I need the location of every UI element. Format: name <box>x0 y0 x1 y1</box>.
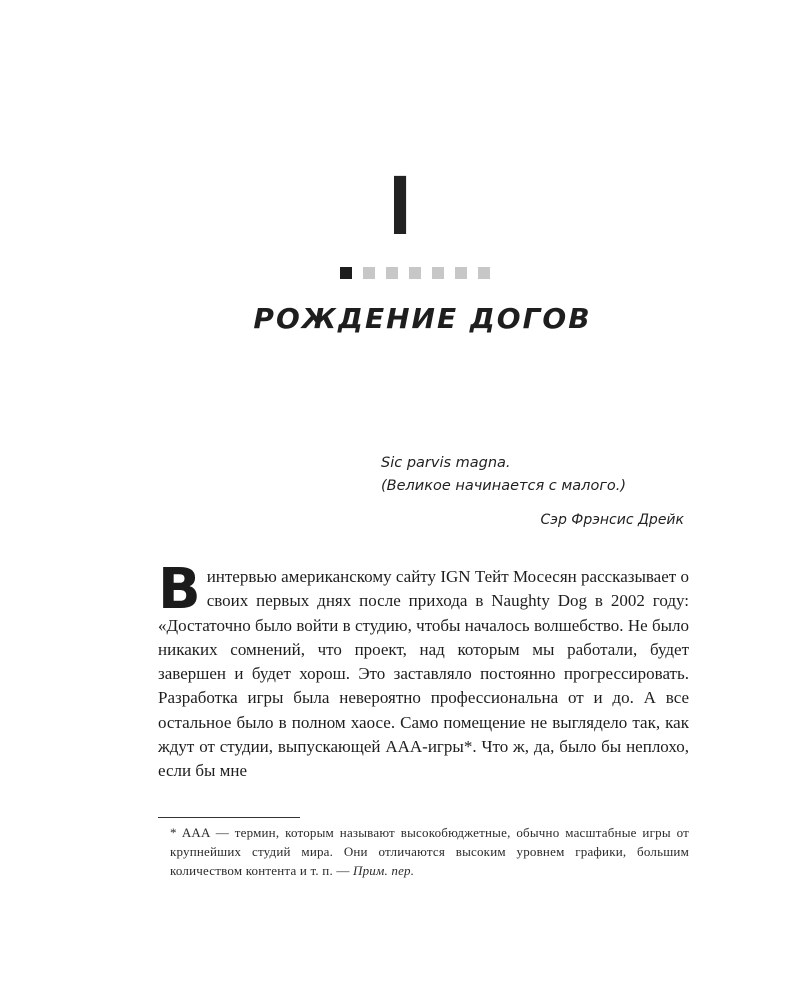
chapter-progress-indicator <box>340 267 510 279</box>
chapter-title: РОЖДЕНИЕ ДОГОВ <box>253 302 592 335</box>
epigraph-translation: (Великое начинается с малого.) <box>381 478 627 494</box>
progress-square <box>363 267 375 279</box>
body-paragraph-text: интервью американскому сайту IGN Тейт Мосесян рассказывает о своих первых днях после прихода в Naughty Dog в 2002 году: «Достаточно было войти в студию, чтобы началось волшебство. Не было никаких сомнений, что проект, над которым мы работали, будет завершен и будет хорош. Это заставляло постоянно прогрессировать. Разработка игры была невероятно профессиональна от и до. А все остальное было в полном хаосе. Само помещение не выглядело так, как ждут от студии, выпускающей AAA-игры*. Что ж, да, было бы неплохо, если бы мне <box>158 567 689 781</box>
progress-square <box>386 267 398 279</box>
footnote-translator-note: Прим. пер. <box>353 863 415 878</box>
footnote-text: * AAA — термин, которым называют высокобюджетные, обычно масштабные игры от крупнейших студий мира. Они отличаются высоким уровнем графики, большим количеством контента и т. п. — <box>170 825 689 878</box>
body-paragraph <box>158 557 689 784</box>
epigraph <box>381 452 711 498</box>
epigraph-latin: Sic parvis magna. <box>381 455 511 471</box>
chapter-number: I <box>388 158 412 252</box>
footnote <box>170 823 689 880</box>
epigraph-author: Сэр Фрэнсис Дрейк <box>540 512 684 528</box>
progress-square <box>478 267 490 279</box>
drop-cap: В <box>158 557 201 622</box>
progress-square <box>409 267 421 279</box>
progress-square <box>455 267 467 279</box>
footnote-divider <box>158 817 300 818</box>
progress-square <box>432 267 444 279</box>
progress-square-filled <box>340 267 352 279</box>
